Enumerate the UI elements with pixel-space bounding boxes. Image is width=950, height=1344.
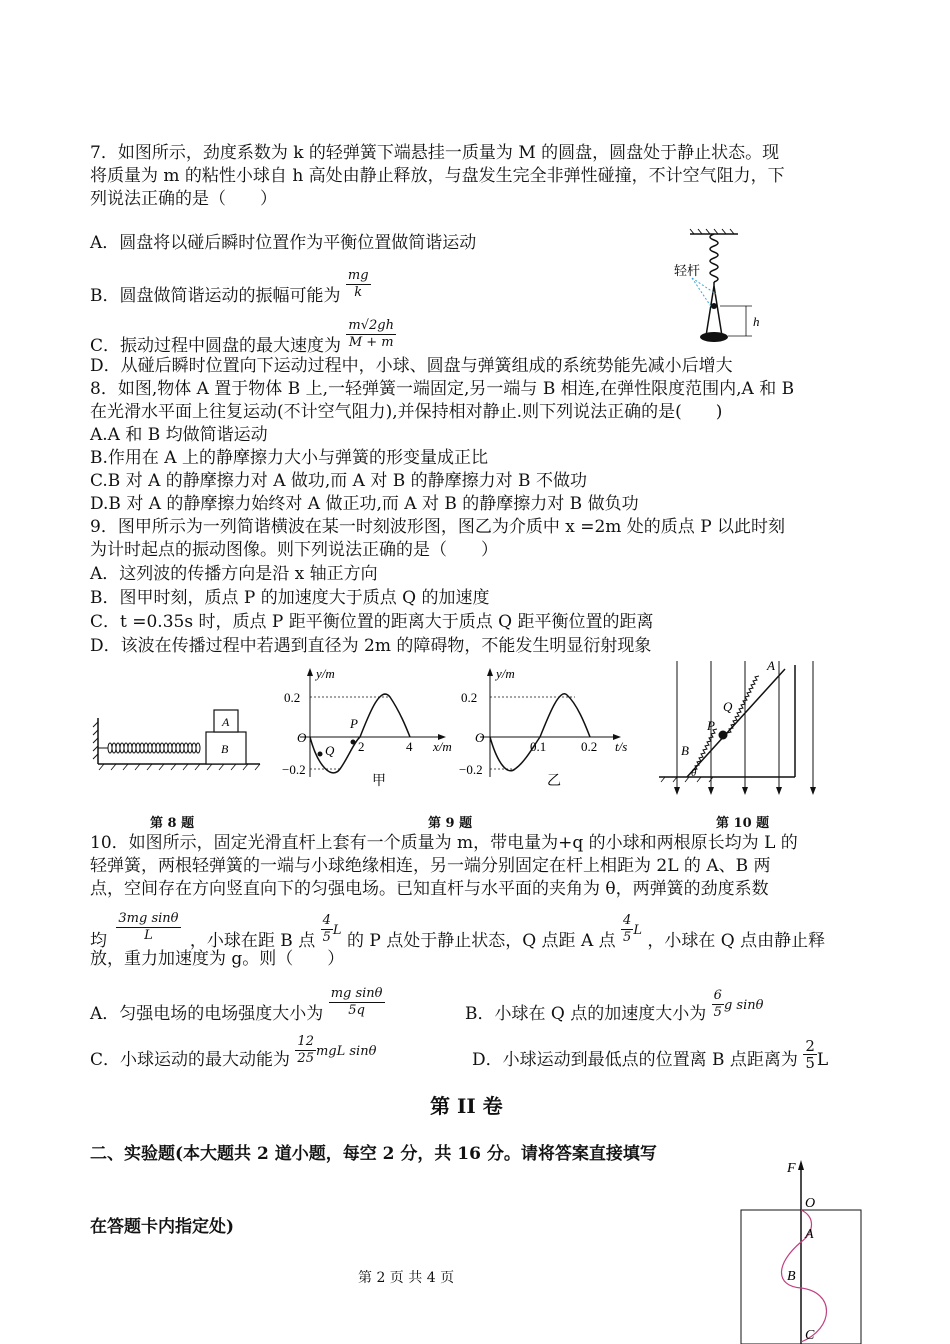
fig9b-y-label: y/m [496,666,515,681]
fig9-tick-4: 4 [406,739,413,754]
q8-option-d: D.B 对 A 的静摩擦力始终对 A 做正功,而 A 对 B 的静摩擦力对 B 做负功 [90,494,639,514]
exp-label-c: C [805,1328,815,1343]
q8-stem-2: 在光滑水平面上往复运动(不计空气阻力),并保持相对静止.则下列说法正确的是( ) [90,402,723,422]
q10-stem-4: 均 $\frac{\text{3mg sinθ}}{L}$ ，小球在距 B 点 $\frac{4}{5}$ $^L$ 的 P 点处于静止状态，Q 点距 A 点 $\frac{4}{5}$ $^L$ ，小球在 Q 点由静止释 [90,911,826,951]
q10-stem-1: 10．如图所示，固定光滑直杆上套有一个质量为 m，带电量为+q 的小球和两根原长均为 L 的 [90,833,798,853]
fig9b-tick-top: 0.2 [461,690,478,705]
q10-pb-fraction: $\frac{4}{5}$ [322,913,331,945]
q8-option-a: A.A 和 B 均做简谐运动 [90,425,268,445]
q7-rod-label: 轻杆 [674,263,701,278]
q7-figure [660,228,780,356]
q10-option-c-fraction: $\frac{12}{25}$ [297,1034,314,1066]
fig9-vibration-graph [455,662,635,787]
q7-stem-3: 列说法正确的是（ ） [90,189,277,209]
q9-option-d: D．该波在传播过程中若遇到直径为 2m 的障碍物，不能发生明显衍射现象 [90,636,652,656]
q10-stem-5: 放，重力加速度为 g。则（ ） [90,949,345,969]
exp-label-a: A [805,1227,814,1242]
exp-label-b: B [787,1269,796,1284]
q9-option-b: B．图甲时刻，质点 P 的加速度大于质点 Q 的加速度 [90,588,490,608]
q10-option-a: A．匀强电场的电场强度大小为 $\frac{\text{mg sinθ}}{5q}$ [90,986,383,1024]
fig10-rod-field [655,655,825,805]
fig10-caption: 第 10 题 [716,816,770,831]
fig8-caption: 第 8 题 [150,816,195,831]
q7-option-a: A．圆盘将以碰后瞬时位置作为平衡位置做简谐运动 [90,233,477,253]
page-footer: 第 2 页 共 4 页 [358,1270,455,1286]
fig9-tick-bottom: −0.2 [282,762,306,777]
fig10-point-p: P [707,718,715,733]
fig8-block-b: B [221,742,229,756]
fig9-point-q: Q [325,743,335,758]
fig10-point-b: B [681,743,689,758]
fig9-x-label: x/m [433,739,452,754]
q8-stem-1: 8．如图,物体 A 置于物体 B 上,一轻弹簧一端固定,另一端与 B 相连,在弹性限度范围内,A 和 B [90,379,795,399]
q8-option-c: C.B 对 A 的静摩擦力对 A 做功,而 A 对 B 的静摩擦力对 B 不做功 [90,471,587,491]
q10-option-d: D．小球运动到最低点的位置离 B 点距离为 $\frac{2}{5}$ L [472,1037,829,1072]
q10-option-d-fraction: $\frac{2}{5}$ [805,1037,815,1072]
exp-label-f: F [787,1161,796,1176]
fig9-point-p: P [350,716,358,731]
q8-option-b: B.作用在 A 上的静摩擦力大小与弹簧的形变量成正比 [90,448,488,468]
q7-stem-2: 将质量为 m 的粘性小球自 h 高处由静止释放，与盘发生完全非弹性碰撞，不计空气阻力，下 [90,166,785,186]
q10-option-c: C．小球运动的最大动能为 $\frac{12}{25}$ $^{mgL sin\theta}$ [90,1034,377,1070]
fig9b-tick-bottom: −0.2 [459,762,483,777]
fig10-point-a: A [767,658,775,673]
q9-stem-1: 9．图甲所示为一列简谐横波在某一时刻波形图，图乙为介质中 x =2m 处的质点 P 以此时刻 [90,517,786,537]
q10-k-fraction: $\frac{\text{3mg sinθ}}{L}$ [118,911,179,943]
q7-stem-1: 7．如图所示，劲度系数为 k 的轻弹簧下端悬挂一质量为 M 的圆盘，圆盘处于静止状态。现 [90,143,780,163]
q9-option-a: A．这列波的传播方向是沿 x 轴正方向 [90,564,378,584]
fig9b-tick-01: 0.1 [530,739,547,754]
fig10-point-q: Q [723,699,733,714]
fig9-y-label: y/m [316,666,335,681]
section2-title: 第 II 卷 [430,1094,503,1118]
fig9-jia: 甲 [372,774,386,787]
experiment-figure [735,1152,870,1344]
fig9b-origin: O [475,730,485,745]
q7-option-b: B．圆盘做简谐运动的振幅可能为 $\frac{mg}{k}$ [90,268,369,306]
fig9-tick-top: 0.2 [284,690,301,705]
section2-heading: 二、实验题(本大题共 2 道小题，每空 2 分，共 16 分。请将答案直接填写 [90,1144,657,1164]
q10-qa-fraction: $\frac{4}{5}$ [623,913,632,945]
fig9b-tick-02: 0.2 [581,739,598,754]
fig8-spring-blocks [92,700,262,780]
q10-option-b: B．小球在 Q 点的加速度大小为 $\frac{6}{5}$ $^{g sin\theta}$ [465,988,764,1024]
q7-option-b-fraction: $\frac{mg}{k}$ [347,268,369,300]
q7-option-c: C．振动过程中圆盘的最大速度为 $\frac{m√2gh}{M + m}$ [90,318,394,356]
q7-h-label: h [753,314,760,329]
fig9-caption: 第 9 题 [428,816,473,831]
q10-stem-2: 轻弹簧，两根轻弹簧的一端与小球绝缘相连，另一端分别固定在杆上相距为 2L 的 A、B 两 [90,856,771,876]
q10-stem-3: 点，空间存在方向竖直向下的匀强电场。已知直杆与水平面的夹角为 θ，两弹簧的劲度系数 [90,879,769,899]
q7-option-d: D．从碰后瞬时位置向下运动过程中，小球、圆盘与弹簧组成的系统势能先减小后增大 [90,356,733,376]
fig9-tick-2: 2 [358,739,365,754]
q9-option-c: C．t =0.35s 时，质点 P 距平衡位置的距离大于质点 Q 距平衡位置的距离 [90,612,654,632]
fig9-origin: O [297,730,307,745]
fig9b-t-label: t/s [615,739,628,754]
fig9-wave-graph [280,662,460,787]
fig10-theta: θ [691,767,697,779]
fig8-block-a: A [222,715,230,729]
q10-option-b-fraction: $\frac{6}{5}$ [713,988,722,1020]
q7-option-c-fraction: $\frac{m√2gh}{M + m}$ [348,318,394,350]
exp-label-o: O [805,1196,816,1211]
fig9b-yi: 乙 [547,774,561,787]
section2-heading-2: 在答题卡内指定处) [90,1217,235,1237]
q9-stem-2: 为计时起点的振动图像。则下列说法正确的是（ ） [90,540,498,560]
q10-option-a-fraction: $\frac{\text{mg sinθ}}{5q}$ [330,986,383,1018]
